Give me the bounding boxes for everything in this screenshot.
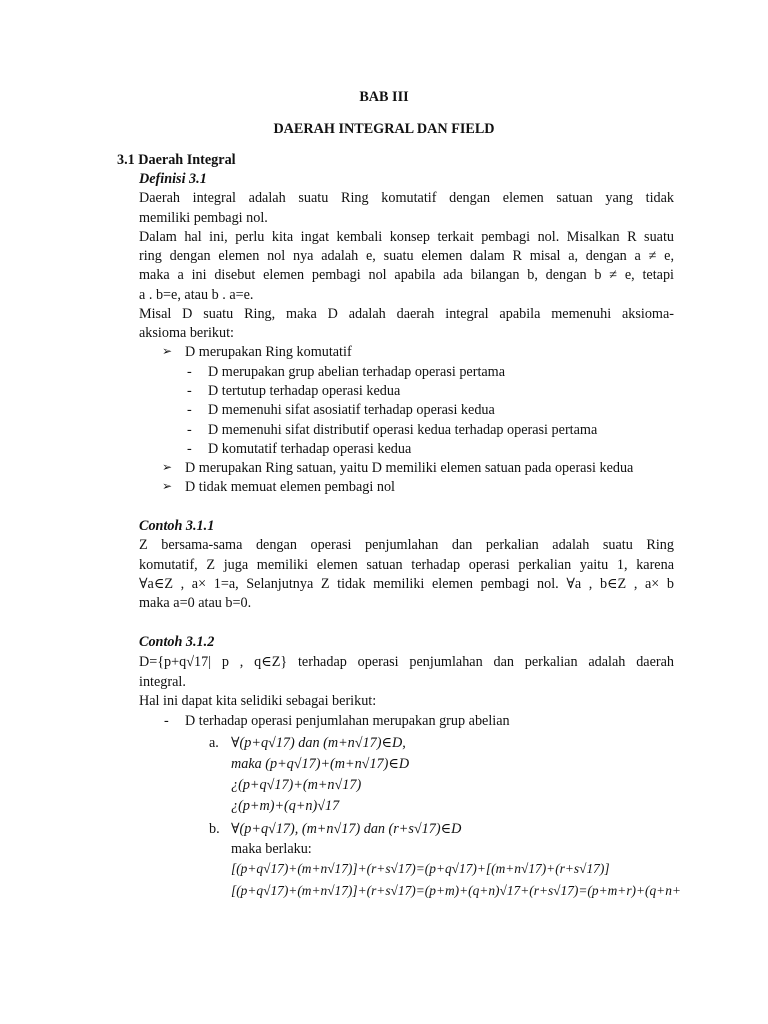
axiom-subitem: D memenuhi sifat asosiatif terhadap operasi kedua xyxy=(208,402,495,418)
axiom-subitem: D komutatif terhadap operasi kedua xyxy=(208,441,412,457)
chapter-label: BAB III xyxy=(359,89,409,105)
dash-bullet: - xyxy=(187,402,192,418)
dash-bullet: - xyxy=(164,713,169,729)
definition-line: a . b=e, atau b . a=e. xyxy=(139,287,254,303)
definition-line: ring dengan elemen nol nya adalah e, suatu elemen dalam R misal a, dengan a ≠ e, xyxy=(139,248,674,264)
arrow-bullet-icon: ➢ xyxy=(162,344,173,358)
axiom-subitem: D merupakan grup abelian terhadap operasi pertama xyxy=(208,364,506,380)
axiom-item: D merupakan Ring komutatif xyxy=(185,344,352,360)
example-line: komutatif, Z juga memiliki elemen satuan terhadap operasi perkalian yaitu 1, karena xyxy=(139,557,674,573)
math-line: maka berlaku: xyxy=(231,841,312,857)
list-marker: b. xyxy=(209,821,220,837)
example-line: integral. xyxy=(139,674,186,690)
axiom-subitem: D tertutup terhadap operasi kedua xyxy=(208,383,401,399)
math-line: maka (p+q√17)+(m+n√17)∈D xyxy=(231,756,410,772)
math-line: ∀(p+q√17), (m+n√17) dan (r+s√17)∈D xyxy=(231,821,462,837)
definition-line: maka a ini disebut elemen pembagi nol apabila ada bilangan b, dengan b ≠ e, tetapi xyxy=(139,267,674,283)
example-label: Contoh 3.1.1 xyxy=(139,518,215,534)
example-line: ∀a∈Z , a× 1=a, Selanjutnya Z tidak memiliki elemen pembagi nol. ∀a , b∈Z , a× b xyxy=(139,576,674,592)
section-heading: 3.1 Daerah Integral xyxy=(117,152,236,168)
definition-line: Daerah integral adalah suatu Ring komutatif dengan elemen satuan yang tidak xyxy=(139,190,674,206)
axiom-item: D merupakan Ring satuan, yaitu D memiliki elemen satuan pada operasi kedua xyxy=(185,460,634,476)
math-line: [(p+q√17)+(m+n√17)]+(r+s√17)=(p+m)+(q+n)√17+(r+s√17)=(p+m+r)+(q+n+ xyxy=(231,883,681,898)
math-line: ¿(p+q√17)+(m+n√17) xyxy=(231,777,362,793)
example-line: maka a=0 atau b=0. xyxy=(139,595,252,611)
definition-label: Definisi 3.1 xyxy=(139,171,207,187)
example-line: Hal ini dapat kita selidiki sebagai berikut: xyxy=(139,693,377,709)
chapter-title: DAERAH INTEGRAL DAN FIELD xyxy=(273,121,495,137)
arrow-bullet-icon: ➢ xyxy=(162,479,173,493)
example-line: D={p+q√17| p , q∈Z} terhadap operasi penjumlahan dan perkalian adalah daerah xyxy=(139,654,674,670)
dash-bullet: - xyxy=(187,364,192,380)
example-label: Contoh 3.1.2 xyxy=(139,634,215,650)
axiom-item: D tidak memuat elemen pembagi nol xyxy=(185,479,395,495)
definition-line: Dalam hal ini, perlu kita ingat kembali konsep terkait pembagi nol. Misalkan R suatu xyxy=(139,229,674,245)
definition-line: memiliki pembagi nol. xyxy=(139,210,268,226)
dash-bullet: - xyxy=(187,422,192,438)
math-line: [(p+q√17)+(m+n√17)]+(r+s√17)=(p+q√17)+[(m+n√17)+(r+s√17)] xyxy=(231,861,610,876)
dash-bullet: - xyxy=(187,441,192,457)
arrow-bullet-icon: ➢ xyxy=(162,460,173,474)
example-line: Z bersama-sama dengan operasi penjumlahan dan perkalian adalah suatu Ring xyxy=(139,537,674,553)
example-dash-item: D terhadap operasi penjumlahan merupakan grup abelian xyxy=(185,713,510,729)
definition-line: aksioma berikut: xyxy=(139,325,234,341)
list-marker: a. xyxy=(209,735,219,751)
math-line: ∀(p+q√17) dan (m+n√17)∈D, xyxy=(231,735,406,751)
definition-line: Misal D suatu Ring, maka D adalah daerah integral apabila memenuhi aksioma- xyxy=(139,306,674,322)
dash-bullet: - xyxy=(187,383,192,399)
axiom-subitem: D memenuhi sifat distributif operasi kedua terhadap operasi pertama xyxy=(208,422,598,438)
math-line: ¿(p+m)+(q+n)√17 xyxy=(231,798,340,814)
